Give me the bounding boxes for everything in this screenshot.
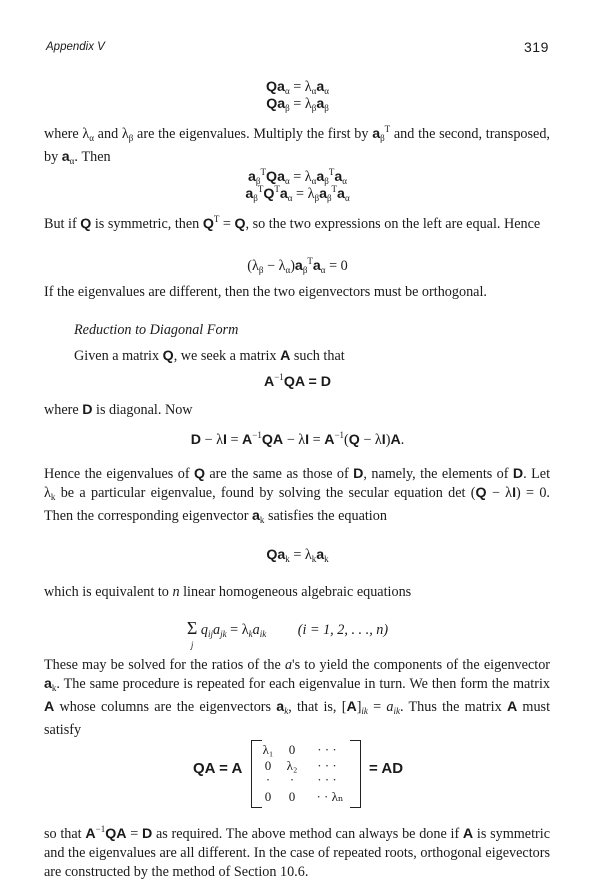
section-heading: Reduction to Diagonal Form	[74, 322, 239, 338]
matrix-cell: ·	[289, 772, 295, 787]
matrix-cell: 0	[264, 789, 272, 804]
paragraph-conclusion: so that $A^{-1}QA = D$ as required. The above method can always be done if A is symmetric and the eigenvalues are all different. In the case of repeated roots, orthogonal eigevectors are constructed by the method of Section 10.6.	[44, 824, 550, 880]
equation-summation: Σ j $q_{ij}a_{jk} = \lambda_ka_{ik}$ (i = 1, 2, . . ., n)	[186, 618, 389, 650]
paragraph-linear-equations: which is equivalent to n linear homogeneous algebraic equations	[44, 584, 412, 600]
matrix-right-bracket	[350, 740, 361, 808]
matrix-cell: ·	[265, 772, 271, 787]
section-header: Appendix V	[46, 41, 105, 53]
matrix-cell: λ₁	[262, 742, 274, 757]
paragraph-eigenvector-components: These may be solved for the ratios of the a's to yield the components of the eigenvector $a_k$. The same procedure is repeated for each eigenvalue in turn. We then form the matrix A whose columns are the eigenvectors $a_k$, that is, $[A]_{ik} = a_{ik}$. Thus the matrix A must satisfy	[44, 657, 551, 738]
equation-characteristic: $D - \lambda I = A^{-1}QA - \lambda I = A^{-1}(Q - \lambda I)A$.	[190, 430, 405, 448]
matrix-cell: · · λₙ	[316, 789, 344, 804]
matrix-cell: · · ·	[317, 772, 337, 787]
equation-eigen-beta: $Qa_\beta = \lambda_\beta a_\beta$	[266, 96, 329, 113]
matrix-cell: 0	[288, 742, 296, 757]
equation-product-2: $a_\beta^TQ^Ta_\alpha = \lambda_\beta a_\beta^Ta_\alpha$	[245, 184, 350, 203]
matrix-cell: λ₂	[286, 758, 298, 773]
matrix-cell: 0	[288, 789, 296, 804]
matrix-rhs: = AD	[369, 760, 404, 777]
paragraph-diagonal: where D is diagonal. Now	[44, 402, 193, 418]
paragraph-secular-equation: Hence the eigenvalues of Q are the same as those of D, namely, the elements of D. Let $\lambda_k$ be a particular eigenvalue, found by solving the secular equation det (Q − λI) = 0. Then the corresponding eigenvector $a_k$ satisfies the equation	[44, 466, 551, 525]
paragraph-symmetric: But if Q is symmetric, then $Q^T = Q$, so the two expressions on the left are equal. Hence	[44, 214, 541, 232]
equation-eigenvector-k: $Qa_k = \lambda_ka_k$	[266, 547, 329, 564]
equation-product-1: $a_\beta^TQa_\alpha = \lambda_\alpha a_\beta^Ta_\alpha$	[248, 167, 347, 186]
matrix-lhs: QA = A	[193, 760, 243, 777]
matrix-cell: · · ·	[317, 742, 337, 757]
equation-diagonalization: $A^{-1}QA = D$	[263, 372, 331, 390]
paragraph-eigenvalues: where $\lambda_\alpha$ and $\lambda_\beta$ are the eigenvalues. Multiply the first by $a_\beta^T$ and the second, transposed, by $a_\alpha$. Then	[44, 124, 550, 166]
page-number: 319	[524, 39, 549, 55]
matrix-cell: 0	[264, 758, 272, 773]
paragraph-orthogonal: If the eigenvalues are different, then the two eigenvectors must be orthogonal.	[44, 284, 487, 300]
equation-eigen-alpha: $Qa_\alpha = \lambda_\alpha a_\alpha$	[266, 79, 329, 96]
equation-difference: $(\lambda_\beta - \lambda_\alpha)a_\beta^Ta_\alpha = 0$	[247, 256, 348, 275]
matrix-equation	[0, 738, 595, 808]
paragraph-given-matrix: Given a matrix Q, we seek a matrix A such that	[74, 348, 345, 364]
matrix-cell: · · ·	[317, 758, 337, 773]
